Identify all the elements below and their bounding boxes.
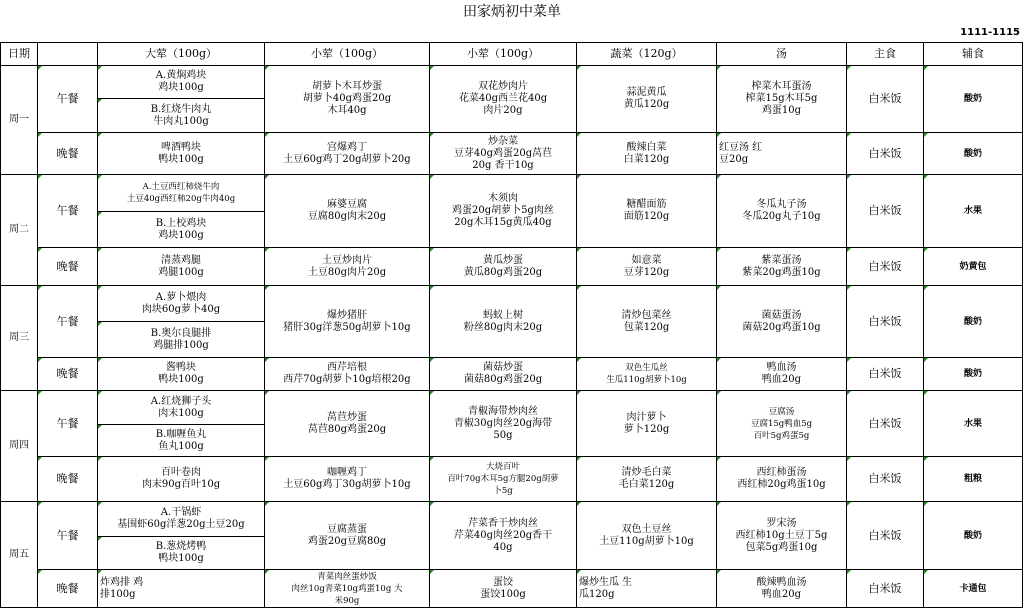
- small-dish-1: 麻婆豆腐 豆腐80g肉末20g: [265, 175, 430, 248]
- header-vegetable: 蔬菜（120g）: [577, 43, 717, 66]
- main-dish-a: A.红烧狮子头 肉末100g: [98, 391, 265, 425]
- main-dish: 清蒸鸡腿 鸡腿100g: [98, 248, 265, 286]
- dinner-row: [1, 570, 1023, 608]
- side-food: 卡通包: [924, 570, 1023, 608]
- staple-food: 白米饭: [847, 391, 924, 457]
- small-dish-1: 土豆炒肉片 土豆80g肉片20g: [265, 248, 430, 286]
- small-dish-2: 双花炒肉片 花菜40g西兰花40g 肉片20g: [430, 66, 577, 133]
- lunch-row: [1, 502, 1023, 537]
- small-dish-2: 蚂蚁上树 粉丝80g肉末20g: [430, 286, 577, 358]
- header-small-meat-1: 小荤（100g）: [265, 43, 430, 66]
- main-dish-b: B.咖喱鱼丸 鱼丸100g: [98, 425, 265, 457]
- side-food: 粗粮: [924, 457, 1023, 502]
- soup-dish: 鸭血汤 鸭血20g: [717, 358, 847, 391]
- soup-dish: 菌菇蛋汤 菌菇20g鸡蛋10g: [717, 286, 847, 358]
- vegetable-dish: 蒜泥黄瓜 黄瓜120g: [577, 66, 717, 133]
- side-food: 奶黄包: [924, 248, 1023, 286]
- meal-label: 晚餐: [38, 570, 98, 608]
- soup-dish: 红豆汤 红 豆20g: [717, 133, 847, 175]
- side-food: 水果: [924, 391, 1023, 457]
- meal-label: 午餐: [38, 66, 98, 133]
- header-soup: 汤: [717, 43, 847, 66]
- soup-dish: 榨菜木耳蛋汤 榨菜15g木耳5g 鸡蛋10g: [717, 66, 847, 133]
- small-dish-1: 青菜肉丝蛋炒饭 肉丝10g青菜10g鸡蛋10g 大 米90g: [265, 570, 430, 608]
- side-food: 酸奶: [924, 133, 1023, 175]
- main-dish-b: B.红烧牛肉丸 牛肉丸100g: [98, 99, 265, 133]
- staple-food: 白米饭: [847, 66, 924, 133]
- soup-dish: 紫菜蛋汤 紫菜20g鸡蛋10g: [717, 248, 847, 286]
- staple-food: 白米饭: [847, 570, 924, 608]
- main-dish: 炸鸡排 鸡 排100g: [98, 570, 265, 608]
- staple-food: 白米饭: [847, 502, 924, 570]
- small-dish-1: 豆腐蒸蛋 鸡蛋20g豆腐80g: [265, 502, 430, 570]
- meal-label: 晚餐: [38, 358, 98, 391]
- main-dish-b: B.上校鸡块 鸡块100g: [98, 212, 265, 248]
- header-side: 辅食: [924, 43, 1023, 66]
- dinner-row: [1, 457, 1023, 502]
- day-label: 周五: [1, 502, 38, 608]
- small-dish-2: 青椒海带炒肉丝 青椒30g肉丝20g海带 50g: [430, 391, 577, 457]
- main-dish-b: B.奥尔良腿排 鸡腿排100g: [98, 322, 265, 358]
- meal-label: 午餐: [38, 175, 98, 248]
- day-label: 周三: [1, 286, 38, 391]
- meal-label: 晚餐: [38, 457, 98, 502]
- menu-title: 田家炳初中菜单: [463, 4, 561, 20]
- side-food: 酸奶: [924, 502, 1023, 570]
- dinner-row: [1, 248, 1023, 286]
- staple-food: 白米饭: [847, 286, 924, 358]
- meal-label: 晚餐: [38, 248, 98, 286]
- small-dish-2: 芹菜香干炒肉丝 芹菜40g肉丝20g香干 40g: [430, 502, 577, 570]
- vegetable-dish: 酸辣白菜 白菜120g: [577, 133, 717, 175]
- lunch-row: [1, 286, 1023, 322]
- lunch-row: [1, 175, 1023, 212]
- side-food: 酸奶: [924, 66, 1023, 133]
- vegetable-dish: 双色生瓜丝 生瓜110g胡萝卜10g: [577, 358, 717, 391]
- dinner-row: [1, 133, 1023, 175]
- small-dish-2: 菌菇炒蛋 菌菇80g鸡蛋20g: [430, 358, 577, 391]
- side-food: 酸奶: [924, 286, 1023, 358]
- small-dish-1: 宫爆鸡丁 土豆60g鸡丁20g胡萝卜20g: [265, 133, 430, 175]
- small-dish-1: 咖喱鸡丁 土豆60g鸡丁30g胡萝卜10g: [265, 457, 430, 502]
- small-dish-2: 炒杂菜 豆芽40g鸡蛋20g莴苣 20g 香干10g: [430, 133, 577, 175]
- small-dish-2: 黄瓜炒蛋 黄瓜80g鸡蛋20g: [430, 248, 577, 286]
- staple-food: 白米饭: [847, 457, 924, 502]
- main-dish-a: A.土豆西红柿烧牛肉 土豆40g西红柿20g牛肉40g: [98, 175, 265, 212]
- header-staple: 主食: [847, 43, 924, 66]
- small-dish-1: 莴苣炒蛋 莴苣80g鸡蛋20g: [265, 391, 430, 457]
- small-dish-2: 木须肉 鸡蛋20g胡萝卜5g肉丝 20g木耳15g黄瓜40g: [430, 175, 577, 248]
- soup-dish: 罗宋汤 西红柿10g土豆丁5g 包菜5g鸡蛋10g: [717, 502, 847, 570]
- main-dish-a: A.萝卜煨肉 肉块60g萝卜40g: [98, 286, 265, 322]
- soup-dish: 冬瓜丸子汤 冬瓜20g丸子10g: [717, 175, 847, 248]
- header-meal: [38, 43, 98, 66]
- lunch-row: [1, 391, 1023, 425]
- vegetable-dish: 双色土豆丝 土豆110g胡萝卜10g: [577, 502, 717, 570]
- soup-dish: 酸辣鸭血汤 鸭血20g: [717, 570, 847, 608]
- main-dish-a: A.黄焖鸡块 鸡块100g: [98, 66, 265, 99]
- day-label: 周四: [1, 391, 38, 502]
- vegetable-dish: 如意菜 豆芽120g: [577, 248, 717, 286]
- header-small-meat-2: 小荤（100g）: [430, 43, 577, 66]
- soup-dish: 西红柿蛋汤 西红柿20g鸡蛋10g: [717, 457, 847, 502]
- main-dish-a: A.干锅虾 基围虾60g洋葱20g土豆20g: [98, 502, 265, 537]
- day-label: 周二: [1, 175, 38, 286]
- date-range: 1111-1115: [960, 27, 1020, 38]
- small-dish-1: 西芹培根 西芹70g胡萝卜10g培根20g: [265, 358, 430, 391]
- main-dish: 啤酒鸭块 鸭块100g: [98, 133, 265, 175]
- side-food: 酸奶: [924, 358, 1023, 391]
- vegetable-dish: 清炒毛白菜 毛白菜120g: [577, 457, 717, 502]
- lunch-row: [1, 66, 1023, 99]
- soup-dish: 豆腐汤 豆腐15g鸭血5g 百叶5g鸡蛋5g: [717, 391, 847, 457]
- small-dish-1: 胡萝卜木耳炒蛋 胡萝卜40g鸡蛋20g 木耳40g: [265, 66, 430, 133]
- main-dish-b: B.葱烧烤鸭 鸭块100g: [98, 537, 265, 570]
- main-dish: 百叶卷肉 肉末90g百叶10g: [98, 457, 265, 502]
- header-main-meat: 大荤（100g）: [98, 43, 265, 66]
- side-food: 水果: [924, 175, 1023, 248]
- meal-label: 午餐: [38, 286, 98, 358]
- staple-food: 白米饭: [847, 133, 924, 175]
- day-label: 周一: [1, 66, 38, 175]
- staple-food: 白米饭: [847, 248, 924, 286]
- vegetable-dish: 爆炒生瓜 生 瓜120g: [577, 570, 717, 608]
- meal-label: 午餐: [38, 391, 98, 457]
- meal-label: 午餐: [38, 502, 98, 570]
- staple-food: 白米饭: [847, 175, 924, 248]
- header-row: [1, 43, 1023, 66]
- vegetable-dish: 糖醋面筋 面筋120g: [577, 175, 717, 248]
- meal-label: 晚餐: [38, 133, 98, 175]
- header-date: 日期: [1, 43, 38, 66]
- menu-table: [0, 42, 1023, 608]
- small-dish-2: 蛋饺 蛋饺100g: [430, 570, 577, 608]
- staple-food: 白米饭: [847, 358, 924, 391]
- main-dish: 酱鸭块 鸭块100g: [98, 358, 265, 391]
- dinner-row: [1, 358, 1023, 391]
- small-dish-2: 大烧百叶 百叶70g木耳5g方腿20g胡萝 卜5g: [430, 457, 577, 502]
- vegetable-dish: 清炒包菜丝 包菜120g: [577, 286, 717, 358]
- small-dish-1: 爆炒猪肝 猪肝30g洋葱50g胡萝卜10g: [265, 286, 430, 358]
- vegetable-dish: 肉汁萝卜 萝卜120g: [577, 391, 717, 457]
